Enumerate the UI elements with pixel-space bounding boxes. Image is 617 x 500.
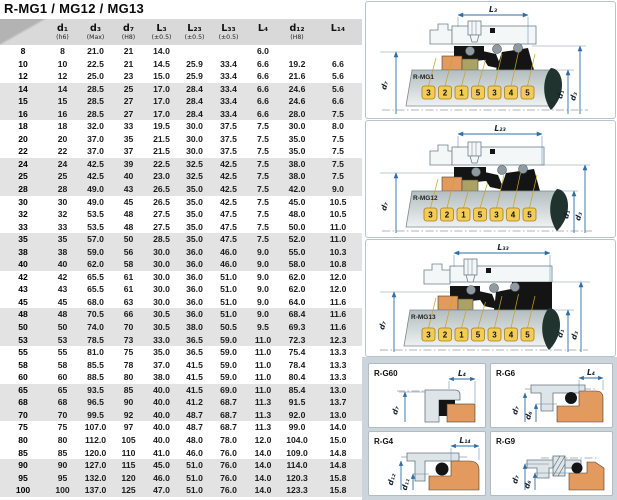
column-tolerance: (h6) (56, 33, 69, 41)
dim-label-left: d₇ (390, 405, 402, 416)
column-label: L₃ (156, 22, 167, 34)
callout-number: 4 (508, 88, 514, 98)
spring-coil (498, 166, 507, 175)
spring-coil (466, 47, 475, 56)
dim-label-d7: d₇ (379, 201, 391, 212)
table-row: 45 45 68.0 63 30.0 36.0 51.0 9.0 64.0 11.6 (18, 296, 347, 307)
dim-label-left2: d₁₁ (399, 477, 412, 492)
table-row: 90 90 127.0 115 45.0 51.0 76.0 14.0 114.0 14.8 (0, 459, 362, 472)
dim-label-d7: d₇ (379, 80, 391, 91)
column-label: L₂₃ (187, 22, 202, 34)
table-row: 35 35 57.0 50 28.5 35.0 47.5 7.5 52.0 11.0 (0, 233, 362, 246)
column-tolerance: (±0.5) (184, 33, 205, 41)
diagram-label: R-MG12 (413, 195, 438, 202)
dim-label-d7: d₇ (377, 320, 389, 331)
callout-number: 5 (477, 210, 483, 220)
table-header-row (0, 19, 362, 45)
table-row: 14 14 28.5 25 17.0 28.4 33.4 6.6 24.6 5.6 (0, 83, 362, 96)
dim-label-top: L₄ (586, 368, 596, 377)
column-header (46, 19, 79, 45)
callout-number: 1 (461, 210, 466, 220)
dimension-table (0, 19, 362, 497)
callout-number: 5 (525, 330, 530, 340)
seal-face-mating (462, 59, 478, 70)
dim-label-left2: d₆ (523, 410, 535, 421)
table-row: 20 20 37.0 35 21.5 30.0 37.5 7.5 35.0 7.5 (18, 133, 344, 144)
column-header (145, 19, 178, 45)
dim-label-d1: d₁ (561, 209, 573, 220)
table-row: 60 60 88.5 80 38.0 41.5 59.0 11.0 80.4 13.3 (18, 372, 347, 383)
dim-label-d3: d₃ (573, 211, 585, 222)
diagram-column (362, 0, 617, 500)
dim-label-top: L₄ (457, 369, 467, 378)
seal-housing (424, 259, 552, 284)
o-ring (436, 463, 449, 476)
table-row: 48 48 70.5 66 30.5 36.0 51.0 9.0 68.4 11.6 (0, 308, 362, 321)
seal-diagram-rmg1 (366, 2, 615, 118)
dim-label-d3: d₃ (569, 330, 581, 341)
callout-number: 3 (428, 210, 433, 220)
seat-diagram-rg60 (369, 364, 485, 427)
diagram-box-rmg1 (365, 1, 616, 119)
callout-number: 5 (527, 210, 532, 220)
dim-label-left2: d₆ (522, 479, 534, 490)
table-row: 50 50 74.0 70 30.5 38.0 50.5 9.5 69.3 11.6 (0, 321, 362, 334)
callout-number: 1 (459, 88, 464, 98)
callout-number: 4 (508, 330, 514, 340)
column-header (79, 19, 112, 45)
table-row: 25 25 42.5 40 23.0 32.5 42.5 7.5 38.0 7.5 (0, 170, 362, 183)
column-tolerance (314, 34, 362, 41)
column-header (280, 19, 314, 45)
dim-label-d3: d₃ (568, 91, 580, 102)
table-row: 18 18 32.0 33 19.5 30.0 37.5 7.5 30.0 8.0 (18, 121, 344, 132)
callout-number: 5 (475, 88, 481, 98)
spring-coil (467, 286, 476, 295)
page-title: R-MG1 / MG12 / MG13 (4, 1, 145, 16)
callout-number: 2 (444, 210, 450, 220)
detail-panel-grid (362, 357, 617, 500)
table-row: 33 33 53.5 48 27.5 35.0 47.5 7.5 50.0 11.0 (18, 221, 347, 232)
corner-diagonal (0, 19, 46, 45)
callout-number: 1 (459, 330, 464, 340)
column-tolerance (246, 34, 280, 41)
column-tolerance: (H8) (121, 33, 136, 41)
seal-housing (430, 142, 544, 165)
callout-number: 3 (426, 330, 431, 340)
dim-label-left: d₇ (510, 474, 522, 485)
column-header (314, 19, 362, 45)
callout-number: 2 (442, 88, 448, 98)
callout-number: 2 (442, 330, 448, 340)
callout-number: 5 (525, 88, 530, 98)
column-tolerance: (Max) (86, 33, 105, 41)
callout-number: 3 (426, 88, 431, 98)
panel-rg9 (490, 431, 613, 496)
dim-label-top: L₂₃ (494, 124, 506, 133)
spring-coil (514, 44, 523, 53)
callout-number: 3 (494, 210, 499, 220)
column-header (246, 19, 280, 45)
stationary-seat (557, 391, 603, 422)
table-row: 53 53 78.5 73 33.0 36.5 59.0 11.0 72.3 12.3 (0, 334, 362, 347)
column-label: d₇ (123, 22, 134, 34)
seat-diagram-rg9 (491, 432, 612, 495)
table-row: 12 12 25.0 23 15.0 25.9 33.4 6.6 21.6 5.6 (18, 71, 344, 82)
o-ring (572, 463, 583, 474)
stationary-seat (447, 404, 475, 422)
table-row: 68 68 96.5 90 40.0 41.2 68.7 11.3 91.5 13.7 (0, 396, 362, 409)
panel-rg4 (368, 431, 486, 496)
column-label: L₄ (257, 22, 269, 34)
dim-label-top: L₃₃ (497, 243, 509, 252)
table-row: 100 100 137.0 125 47.0 51.0 76.0 14.0 123.3 15.8 (0, 484, 362, 497)
dim-label-left: d₇ (510, 405, 522, 416)
table-row: 42 42 65.5 61 30.0 36.0 51.0 9.0 62.0 12.0 (18, 271, 347, 282)
spring-coil (472, 168, 481, 177)
panel-label: R-G6 (496, 369, 516, 378)
dimension-table-wrap (0, 19, 362, 497)
column-label: d₁ (57, 22, 68, 34)
seal-diagram-rmg12 (366, 121, 615, 237)
callout-number: 5 (475, 330, 481, 340)
spring-coil (511, 283, 520, 292)
seat-diagram-rg4 (369, 432, 485, 495)
table-row: 15 15 28.5 27 17.0 28.4 33.4 6.6 24.6 6.6 (0, 95, 362, 108)
table-row: 65 65 93.5 85 40.0 41.5 69.0 11.0 85.4 13.0 (0, 384, 362, 397)
dim-label-d1: d₁ (555, 328, 567, 339)
table-row: 43 43 65.5 61 30.0 36.0 51.0 9.0 62.0 12.0 (18, 284, 347, 295)
callout-number: 4 (510, 210, 516, 220)
seal-face-mating (458, 299, 473, 310)
table-row: 32 32 53.5 48 27.5 35.0 47.5 7.5 48.0 10.5 (18, 209, 347, 220)
table-row: 85 85 120.0 110 41.0 46.0 76.0 14.0 109.0 14.8 (18, 447, 347, 458)
seal-face-primary (438, 296, 458, 310)
table-row: 58 58 85.5 78 37.0 41.5 59.0 11.0 78.4 13.3 (18, 359, 347, 370)
diagram-box-rmg13 (365, 239, 616, 357)
diagram-label: R-MG13 (411, 314, 436, 321)
panel-rg60 (368, 363, 486, 428)
callout-number: 3 (492, 88, 497, 98)
table-row: 28 28 49.0 43 26.5 35.0 42.5 7.5 42.0 9.0 (0, 183, 362, 196)
table-row: 22 22 37.0 37 21.5 30.0 37.5 7.5 35.0 7.5 (18, 146, 344, 157)
seal-diagram-rmg13 (366, 240, 615, 356)
table-row: 8 8 21.0 21 14.0 6.0 (20, 46, 269, 56)
spring-coil (493, 45, 502, 54)
panel-label: R-G60 (374, 369, 398, 378)
callout-number: 3 (492, 330, 497, 340)
column-tolerance: (H8) (290, 33, 304, 41)
table-row: 30 30 49.0 45 26.5 35.0 42.5 7.5 45.0 10.5 (18, 196, 347, 207)
seat-diagram-rg6 (491, 364, 612, 427)
table-row: 95 95 132.0 120 46.0 51.0 76.0 14.0 120.3 15.8 (0, 472, 362, 485)
dim-label-top: L₃ (488, 5, 498, 14)
table-row: 24 24 42.5 39 22.5 32.5 42.5 7.5 38.0 7.5 (0, 158, 362, 171)
column-header (112, 19, 145, 45)
table-row: 10 10 22.5 21 14.5 25.9 33.4 6.6 19.2 6.6 (18, 58, 344, 69)
table-row: 38 38 59.0 56 30.0 36.0 46.0 9.0 55.0 10.3 (0, 246, 362, 259)
column-label: L₃₃ (221, 22, 236, 34)
spring-coil (519, 165, 528, 174)
dim-label-top: L₁₄ (459, 436, 471, 445)
panel-rg6 (490, 363, 613, 428)
dim-label-left: d₁₂ (385, 472, 398, 487)
panel-label: R-G4 (374, 437, 394, 446)
table-row: 70 70 99.5 92 40.0 48.7 68.7 11.3 92.0 13.0 (0, 409, 362, 422)
o-ring (565, 392, 577, 404)
table-row: 16 16 28.5 27 17.0 28.4 33.4 6.6 28.0 7.5 (0, 108, 362, 121)
dim-label-d1: d₁ (555, 89, 567, 100)
table-row: 55 55 81.0 75 35.0 36.5 59.0 11.0 75.4 13.3 (18, 347, 347, 358)
column-header (178, 19, 211, 45)
diagram-box-rmg12 (365, 120, 616, 238)
diagram-label: R-MG1 (413, 74, 434, 81)
column-header (211, 19, 246, 45)
column-tolerance: (±0.5) (218, 33, 239, 41)
table-row: 75 75 107.0 97 40.0 48.7 68.7 11.3 99.0 14.0 (18, 422, 347, 433)
table-corner-cell (0, 19, 46, 45)
stationary-seat (429, 461, 479, 490)
seal-housing (430, 21, 536, 44)
column-label: d₁₂ (289, 22, 305, 34)
column-label: d₃ (90, 22, 101, 34)
table-row: 80 80 112.0 105 40.0 48.0 78.0 12.0 104.0 15.0 (18, 434, 347, 445)
table-row: 40 40 62.0 58 30.0 36.0 46.0 9.0 58.0 10.8 (0, 258, 362, 271)
column-tolerance: (±0.5) (151, 33, 172, 41)
spring-coil (490, 284, 499, 293)
column-label: L₁₄ (330, 22, 346, 34)
panel-label: R-G9 (496, 437, 516, 446)
